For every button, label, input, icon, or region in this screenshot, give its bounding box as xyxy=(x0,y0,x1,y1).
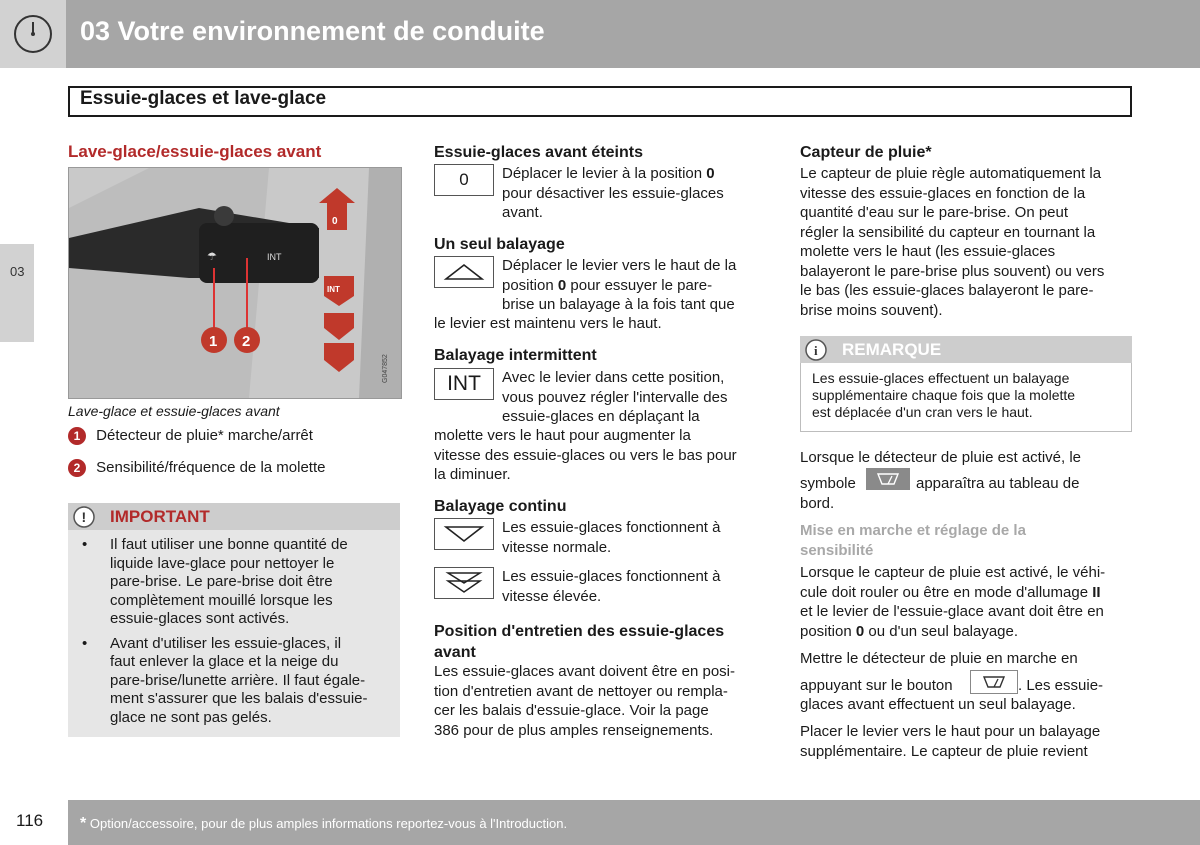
important-bullet: • Il faut utiliser une bonne quantité de liquide lave-glace pour nettoyer le pare-brise. Le pare-brise doit être complètement mouillé lorsque les essuie-glaces sont activés. xyxy=(82,536,392,629)
footnote xyxy=(80,815,567,833)
bullet-line: Avant d'utiliser les essuie-glaces, il xyxy=(110,634,342,652)
bullet-line: faut enlever la glace et la neige du xyxy=(110,653,339,670)
single-heading: Un seul balayage xyxy=(434,236,565,253)
legend-badge: 2 xyxy=(68,459,86,477)
text-line: Déplacer le levier à la position xyxy=(502,165,707,182)
bullet-line: liquide lave-glace pour nettoyer le xyxy=(110,554,335,572)
chapter-side-tab xyxy=(0,244,34,342)
text-line: balayeront le pare-brise plus souvent) ou vers xyxy=(800,262,1105,280)
text-line: quantité d'eau sur le pare-brise. On peut xyxy=(800,204,1069,221)
info-icon xyxy=(804,338,828,367)
bullet-line: pare-brise/lunette arrière. Il faut égale- xyxy=(110,671,366,689)
svg-text:1: 1 xyxy=(209,333,218,350)
setup-p2-line2b: . Les essuie- xyxy=(1018,677,1104,694)
text-line: avant. xyxy=(502,204,543,221)
heading-line: avant xyxy=(434,644,476,661)
bullet-line: essuie-glaces sont activés. xyxy=(110,610,290,627)
active-after: apparaîtra au tableau de xyxy=(916,475,1080,492)
legend-text: Sensibilité/fréquence de la molette xyxy=(96,459,326,476)
legend-badge: 1 xyxy=(68,427,86,445)
footnote-star: * xyxy=(80,815,87,832)
text-line: supplémentaire. Le capteur de pluie revient xyxy=(800,742,1088,760)
setup-p1 xyxy=(800,563,1140,641)
legend-item-2 xyxy=(68,458,325,478)
single-sweep-icon xyxy=(434,256,494,288)
text-line: brise moins souvent). xyxy=(800,301,943,319)
text-line: Placer le levier vers le haut pour un balayage xyxy=(800,723,1101,740)
text-line: supplémentaire chaque fois que la molette xyxy=(812,387,1076,403)
svg-text:0: 0 xyxy=(332,216,338,227)
setup-p2-line2a: appuyant sur le bouton xyxy=(800,677,953,694)
text-line: ou d'un seul balayage. xyxy=(864,622,1019,640)
off-heading: Essuie-glaces avant éteints xyxy=(434,144,643,161)
note-text xyxy=(812,370,1122,421)
intermittent-text-tail xyxy=(434,426,774,485)
text-line: la diminuer. xyxy=(434,466,511,483)
int-icon: INT xyxy=(434,368,494,400)
sensor-text xyxy=(800,164,1140,320)
footnote-text: Option/accessoire, pour de plus amples informations reportez-vous à l'Introduction. xyxy=(89,816,568,831)
text-line: le bas (les essuie-glaces balayeront le pare- xyxy=(800,282,1094,299)
bullet-line: complètement mouillé lorsque les xyxy=(110,591,333,609)
important-label: IMPORTANT xyxy=(110,507,210,526)
rain-sensor-indicator-icon xyxy=(866,468,910,490)
text-line: régler la sensibilité du capteur en tournant la xyxy=(800,223,1096,241)
service-heading xyxy=(434,621,724,663)
rain-sensor-button-icon xyxy=(970,670,1018,694)
legend-item-1 xyxy=(68,426,313,446)
text-line: est déplacée d'un cran vers le haut. xyxy=(812,404,1033,420)
setup-p2-line3: glaces avant effectuent un seul balayage. xyxy=(800,696,1076,713)
bold-ii: II xyxy=(1092,583,1101,601)
svg-text:i: i xyxy=(814,343,818,358)
active-line3: bord. xyxy=(800,495,835,512)
section-title: Essuie-glaces et lave-glace xyxy=(80,88,327,109)
high-speed-icon xyxy=(434,567,494,599)
text-line: Les essuie-glaces fonctionnent à xyxy=(502,568,721,585)
normal-speed-icon xyxy=(434,518,494,550)
text-line: Déplacer le levier vers le haut de la xyxy=(502,257,737,274)
text-line: pour désactiver les essuie-glaces xyxy=(502,184,724,202)
svg-text:INT: INT xyxy=(267,252,282,262)
heading-line: Position d'entretien des essuie-glaces xyxy=(434,623,725,640)
intermittent-heading: Balayage intermittent xyxy=(434,347,597,364)
chapter-title: 03 Votre environnement de conduite xyxy=(80,16,545,46)
svg-text:2: 2 xyxy=(242,333,251,350)
heading-line: Mise en marche et réglage de la xyxy=(800,522,1026,539)
intermittent-text xyxy=(502,368,762,427)
note-label: REMARQUE xyxy=(842,340,942,359)
svg-text:INT: INT xyxy=(327,285,340,294)
service-text xyxy=(434,662,774,740)
bullet-line: glace ne sont pas gelés. xyxy=(110,708,272,726)
bullet-line: pare-brise. Le pare-brise doit être xyxy=(110,573,333,590)
svg-text:!: ! xyxy=(81,509,87,525)
text-line: essuie-glaces en déplaçant la xyxy=(502,408,700,425)
setup-p2-line1: Mettre le détecteur de pluie en marche en xyxy=(800,650,1078,667)
bullet-line: Il faut utiliser une bonne quantité de xyxy=(110,536,348,553)
text-line: Les essuie-glaces effectuent un balayage xyxy=(812,370,1070,386)
warning-icon xyxy=(72,505,96,534)
figure-caption: Lave-glace et essuie-glaces avant xyxy=(68,403,280,419)
svg-text:☂: ☂ xyxy=(207,251,217,263)
bullet-line: ment s'assurer que les balais d'essuie- xyxy=(110,690,368,707)
text-line: vitesse élevée. xyxy=(502,587,602,605)
text-line: vous pouvez régler l'intervalle des xyxy=(502,388,728,406)
speedometer-icon xyxy=(0,0,66,68)
text-line: vitesse des essuie-glaces en fonction de la xyxy=(800,184,1086,202)
text-line: cer les balais d'essuie-glace. Voir la page xyxy=(434,702,709,719)
bold-zero: 0 xyxy=(706,165,715,182)
text-line: Lorsque le capteur de pluie est activé, le véhi- xyxy=(800,564,1106,581)
bold-zero: 0 xyxy=(557,276,567,294)
text-line: et le levier de l'essuie-glace avant doit être en xyxy=(800,603,1104,620)
text-line: position xyxy=(800,622,856,640)
text-line: tion d'entretien avant de nettoyer ou rempla- xyxy=(434,682,728,700)
legend-text: Détecteur de pluie* marche/arrêt xyxy=(96,427,313,444)
single-text-tail: le levier est maintenu vers le haut. xyxy=(434,315,662,332)
position-0-icon: 0 xyxy=(434,164,494,196)
setup-heading xyxy=(800,521,1026,561)
text-line: Les essuie-glaces fonctionnent à xyxy=(502,519,721,536)
setup-p3 xyxy=(800,722,1140,761)
wiper-lever-figure xyxy=(68,167,402,399)
text-line: position xyxy=(502,276,558,294)
text-line: Le capteur de pluie règle automatiquement la xyxy=(800,165,1102,182)
normal-speed-text xyxy=(502,518,762,557)
chapter-side-tab-label: 03 xyxy=(10,264,25,279)
text-line: pour essuyer le pare- xyxy=(566,276,713,294)
figure-code: G047852 xyxy=(382,354,389,383)
text-line: cule doit rouler ou être en mode d'allumage xyxy=(800,583,1093,601)
page-number: 116 xyxy=(16,811,44,830)
text-line: molette vers le haut (les essuie-glaces xyxy=(800,243,1056,260)
heading-line: sensibilité xyxy=(800,542,874,559)
sensor-heading: Capteur de pluie* xyxy=(800,144,932,161)
text-line: Les essuie-glaces avant doivent être en posi- xyxy=(434,663,736,680)
off-text xyxy=(502,164,762,223)
text-line: Avec le levier dans cette position, xyxy=(502,369,725,386)
text-line: 386 pour de plus amples renseignements. xyxy=(434,721,714,739)
text-line: brise un balayage à la fois tant que xyxy=(502,296,735,313)
active-line1: Lorsque le détecteur de pluie est activé, le xyxy=(800,449,1082,466)
important-bullet-list xyxy=(82,536,392,727)
column1-heading: Lave-glace/essuie-glaces avant xyxy=(68,142,322,161)
text-line: molette vers le haut pour augmenter la xyxy=(434,427,691,444)
text-line: vitesse des essuie-glaces ou vers le bas pour xyxy=(434,446,737,464)
active-symbole: symbole xyxy=(800,475,856,492)
continuous-heading: Balayage continu xyxy=(434,498,567,515)
single-text xyxy=(502,256,762,315)
text-line: vitesse normale. xyxy=(502,538,612,556)
high-speed-text xyxy=(502,567,762,606)
important-bullet: • Avant d'utiliser les essuie-glaces, il faut enlever la glace et la neige du pare-brise/lunette arrière. Il faut égale- ment s'assurer que les balais d'essuie- glace ne sont pas gelés. xyxy=(82,635,392,728)
header-icon-box xyxy=(0,0,66,68)
bold-zero: 0 xyxy=(855,622,865,640)
